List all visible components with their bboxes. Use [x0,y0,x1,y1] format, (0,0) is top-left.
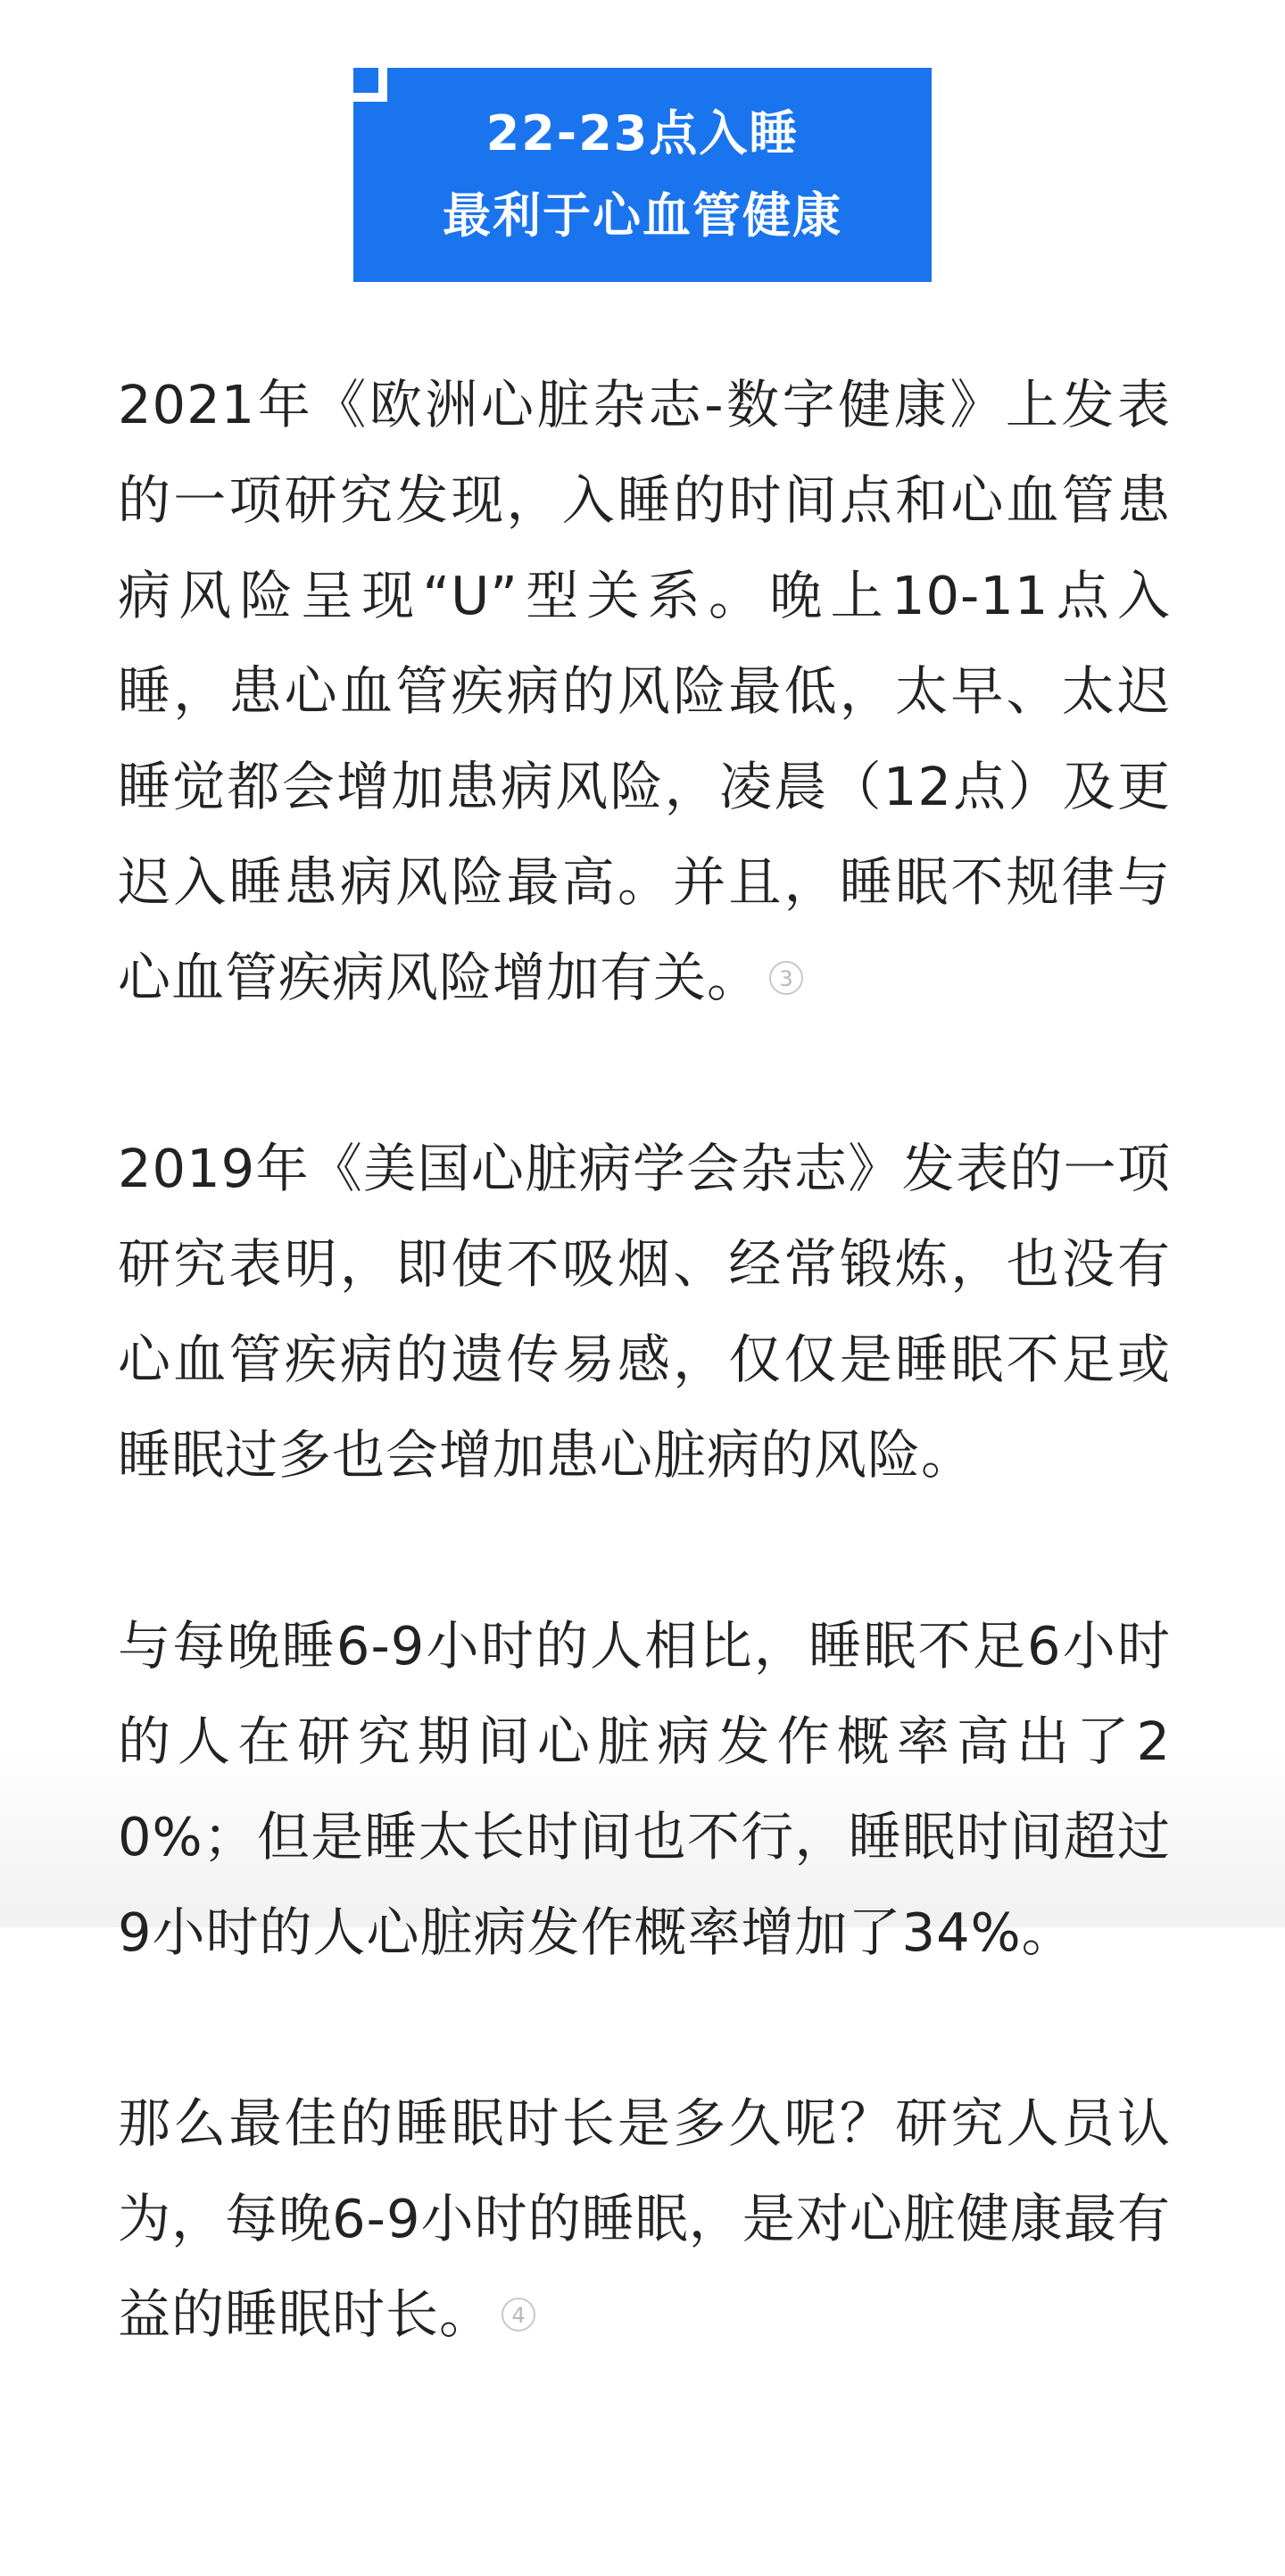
paragraph-2 [118,1121,1171,1503]
corner-bracket-decoration [353,68,387,102]
reference-marker-3[interactable]: 3 [769,961,803,995]
paragraph-3 [118,1598,1171,1980]
paragraph-1-text: 2021年《欧洲心脏杂志-数字健康》上发表的一项研究发现，入睡的时间点和心血管患病风险呈现“U”型关系。晚上10-11点入睡，患心血管疾病的风险最低，太早、太迟睡觉都会增加患病风险，凌晨（12点）及更迟入睡患病风险最高。并且，睡眠不规律与心血管疾病风险增加有关。 [118,374,1171,1008]
reference-marker-4[interactable]: 4 [502,2298,535,2332]
section-title-banner [353,68,932,282]
article-body [118,357,1171,2362]
section-title-line-2: 最利于心血管健康 [443,187,842,244]
paragraph-4 [118,2075,1171,2362]
section-title-line-1: 22-23点入睡 [485,105,800,162]
paragraph-4-text: 那么最佳的睡眠时长是多久呢？研究人员认为，每晚6-9小时的睡眠，是对心脏健康最有益的睡眠时长。 [118,2092,1171,2345]
paragraph-2-text: 2019年《美国心脏病学会杂志》发表的一项研究表明，即使不吸烟、经常锻炼，也没有心血管疾病的遗传易感，仅仅是睡眠不足或睡眠过多也会增加患心脏病的风险。 [118,1138,1171,1486]
paragraph-1 [118,357,1171,1025]
paragraph-3-text: 与每晚睡6-9小时的人相比，睡眠不足6小时的人在研究期间心脏病发作概率高出了20%；但是睡太长时间也不行，睡眠时间超过9小时的人心脏病发作概率增加了34%。 [118,1615,1171,1963]
